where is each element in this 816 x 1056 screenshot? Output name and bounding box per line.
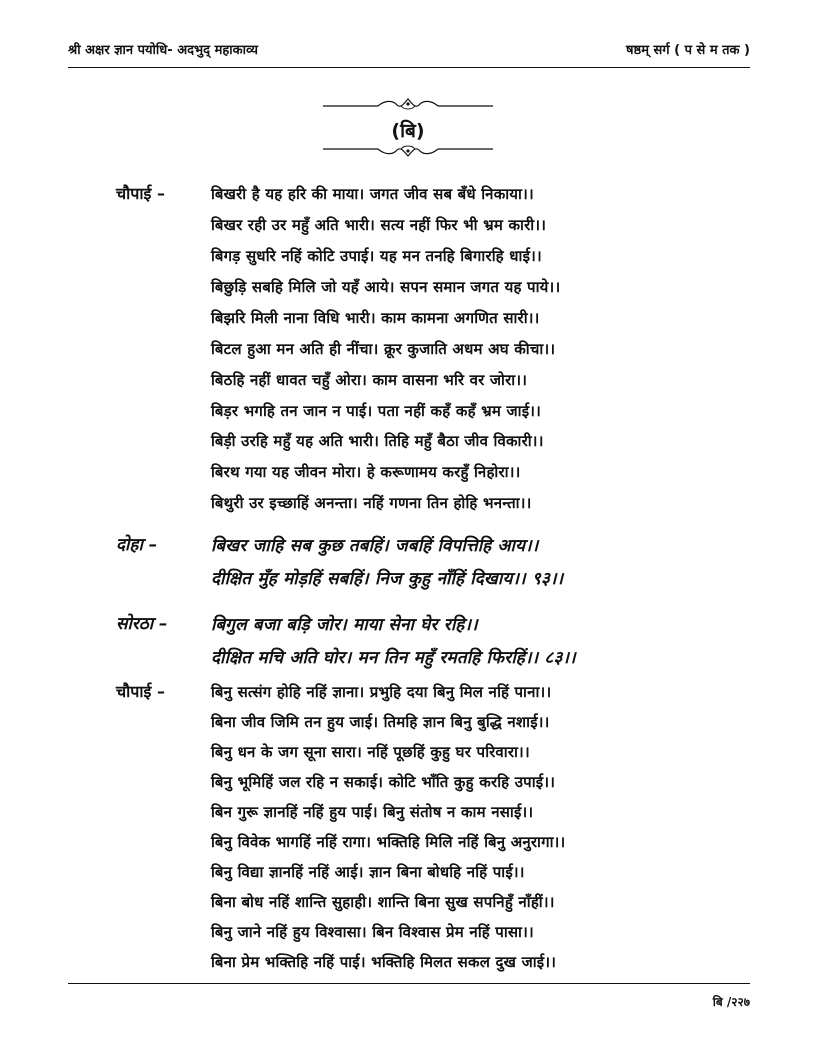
verse-line: बिरथ गया यह जीवन मोरा। हे करूणामय करहुँ निहोरा।। xyxy=(211,463,521,481)
section-title: (बि) xyxy=(391,120,425,142)
book-title: श्री अक्षर ज्ञान पयोधि- अदभुद् महाकाव्य xyxy=(68,43,258,58)
verse-line: बिखरी है यह हरि की माया। जगत जीव सब बँधे निकाया।। xyxy=(211,185,534,203)
verse-line: बिनु जाने नहिं हुय विश्वासा। बिन विश्वास प्रेम नहिं पासा।। xyxy=(211,923,534,941)
verse-line: बिनु धन के जग सूना सारा। नहिं पूछहिं कुहु घर परिवारा।। xyxy=(211,743,530,761)
ornament-divider-bottom xyxy=(323,143,493,159)
page-header xyxy=(68,40,750,64)
verse-line: बिगड़ सुधरि नहिं कोटि उपाई। यह मन तनहि बिगारहि धाई।। xyxy=(211,247,542,265)
ornament-divider-top xyxy=(323,96,493,112)
doha-line: दीक्षित मुँह मोड़हिं सबहिं। निज कुहु नाँहिं दिखाय।। ९३।। xyxy=(211,569,564,589)
verse-line: बिखर रही उर महुँ अति भारी। सत्य नहीं फिर भी भ्रम कारी।। xyxy=(211,216,547,234)
verse-line: बिना बोध नहिं शान्ति सुहाही। शान्ति बिना सुख सपनिहुँ नाँहीं।। xyxy=(211,893,555,911)
verse-line: बिना प्रेम भक्तिहि नहिं पाई। भक्तिहि मिलत सकल दुख जाई।। xyxy=(211,953,557,971)
verse-line: बिथुरी उर इच्छाहिं अनन्ता। नहिं गणना तिन होहि भनन्ता।। xyxy=(211,494,532,512)
sortha-label: सोरठा – xyxy=(116,614,168,634)
verse-line: बिझरि मिली नाना विधि भारी। काम कामना अगणित सारी।। xyxy=(211,309,540,327)
verse-line: बिनु सत्संग होहि नहिं ज्ञाना। प्रभुहि दया बिनु मिल नहिं पाना।। xyxy=(211,683,552,701)
verse-line: बिन गुरू ज्ञानहिं नहिं हुय पाई। बिनु संतोष न काम नसाई।। xyxy=(211,803,534,821)
verse-line: बिड़ी उरहि महुँ यह अति भारी। तिहि महुँ बैठा जीव विकारी।। xyxy=(211,432,544,450)
verse-line: बिना जीव जिमि तन हुय जाई। तिमहि ज्ञान बिनु बुद्धि नशाई।। xyxy=(211,713,550,731)
sortha-line: दीक्षित मचि अति घोर। मन तिन महुँ रमतहि फिरहिं।। ८३।। xyxy=(211,648,576,668)
verse-line: बिनु भूमिहिं जल रहि न सकाई। कोटि भाँति कुहु करहि उपाई।। xyxy=(211,773,556,791)
doha-label: दोहा – xyxy=(116,535,158,555)
verse-line: बिनु विवेक भागहिं नहिं रागा। भक्तिहि मिलि नहिं बिनु अनुरागा।। xyxy=(211,833,566,851)
page-number: बि /२२७ xyxy=(712,995,750,1009)
sortha-line: बिगुल बजा बड़ि जोर। माया सेना घेर रहि।। xyxy=(211,615,478,635)
verse-line: बिठहि नहीं धावत चहुँ ओरा। काम वासना भरि वर जोरा।। xyxy=(211,371,528,389)
doha-line: बिखर जाहि सब कुछ तबहिं। जबहिं विपत्तिहि आय।। xyxy=(211,536,539,556)
chapter-title: षष्ठम् सर्ग ( प से म तक ) xyxy=(626,43,750,58)
chaupai-label: चौपाई – xyxy=(116,682,165,701)
verse-line: बिछुड़ि सबहि मिलि जो यहँ आये। सपन समान जगत यह पाये।। xyxy=(211,278,561,296)
chaupai-label: चौपाई – xyxy=(116,184,165,203)
verse-line: बिनु विद्या ज्ञानहिं नहिं आई। ज्ञान बिना बोधहि नहिं पाई।। xyxy=(211,863,525,881)
verse-line: बिड़र भगहि तन जान न पाई। पता नहीं कहँ कहँ भ्रम जाई।। xyxy=(211,402,542,420)
header-rule xyxy=(68,67,750,68)
verse-line: बिटल हुआ मन अति ही नींचा। क्रूर कुजाति अधम अघ कीचा।। xyxy=(211,340,556,358)
footer-rule xyxy=(68,983,750,984)
